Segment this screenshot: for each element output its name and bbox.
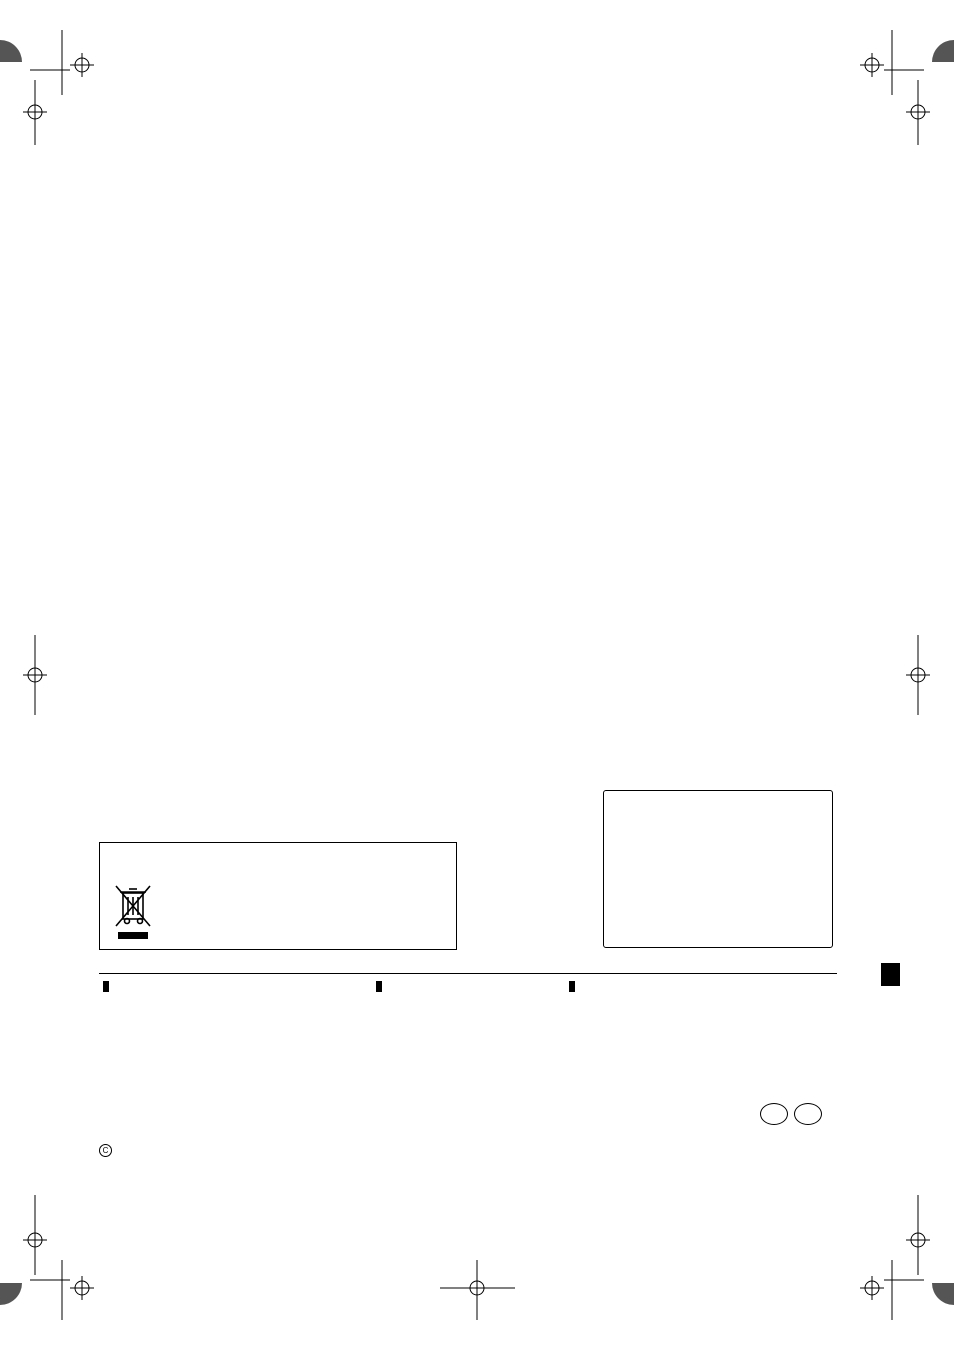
contact-canada	[376, 976, 382, 995]
contact-usa	[103, 976, 109, 997]
disposal-info-box	[99, 842, 457, 950]
divider-line	[99, 973, 837, 974]
copyright-line	[99, 1142, 112, 1158]
contact-usa-badge	[103, 981, 109, 992]
contact-canada-badge	[376, 981, 382, 992]
laser-caution-label	[603, 790, 833, 948]
language-badge-sp	[794, 1103, 822, 1125]
section-tab-marker	[881, 963, 900, 986]
contact-px	[569, 976, 575, 995]
language-badge-en	[760, 1103, 788, 1125]
copyright-icon: C	[99, 1144, 112, 1157]
contact-px-badge	[569, 981, 575, 992]
crossed-bin-icon	[113, 883, 153, 941]
